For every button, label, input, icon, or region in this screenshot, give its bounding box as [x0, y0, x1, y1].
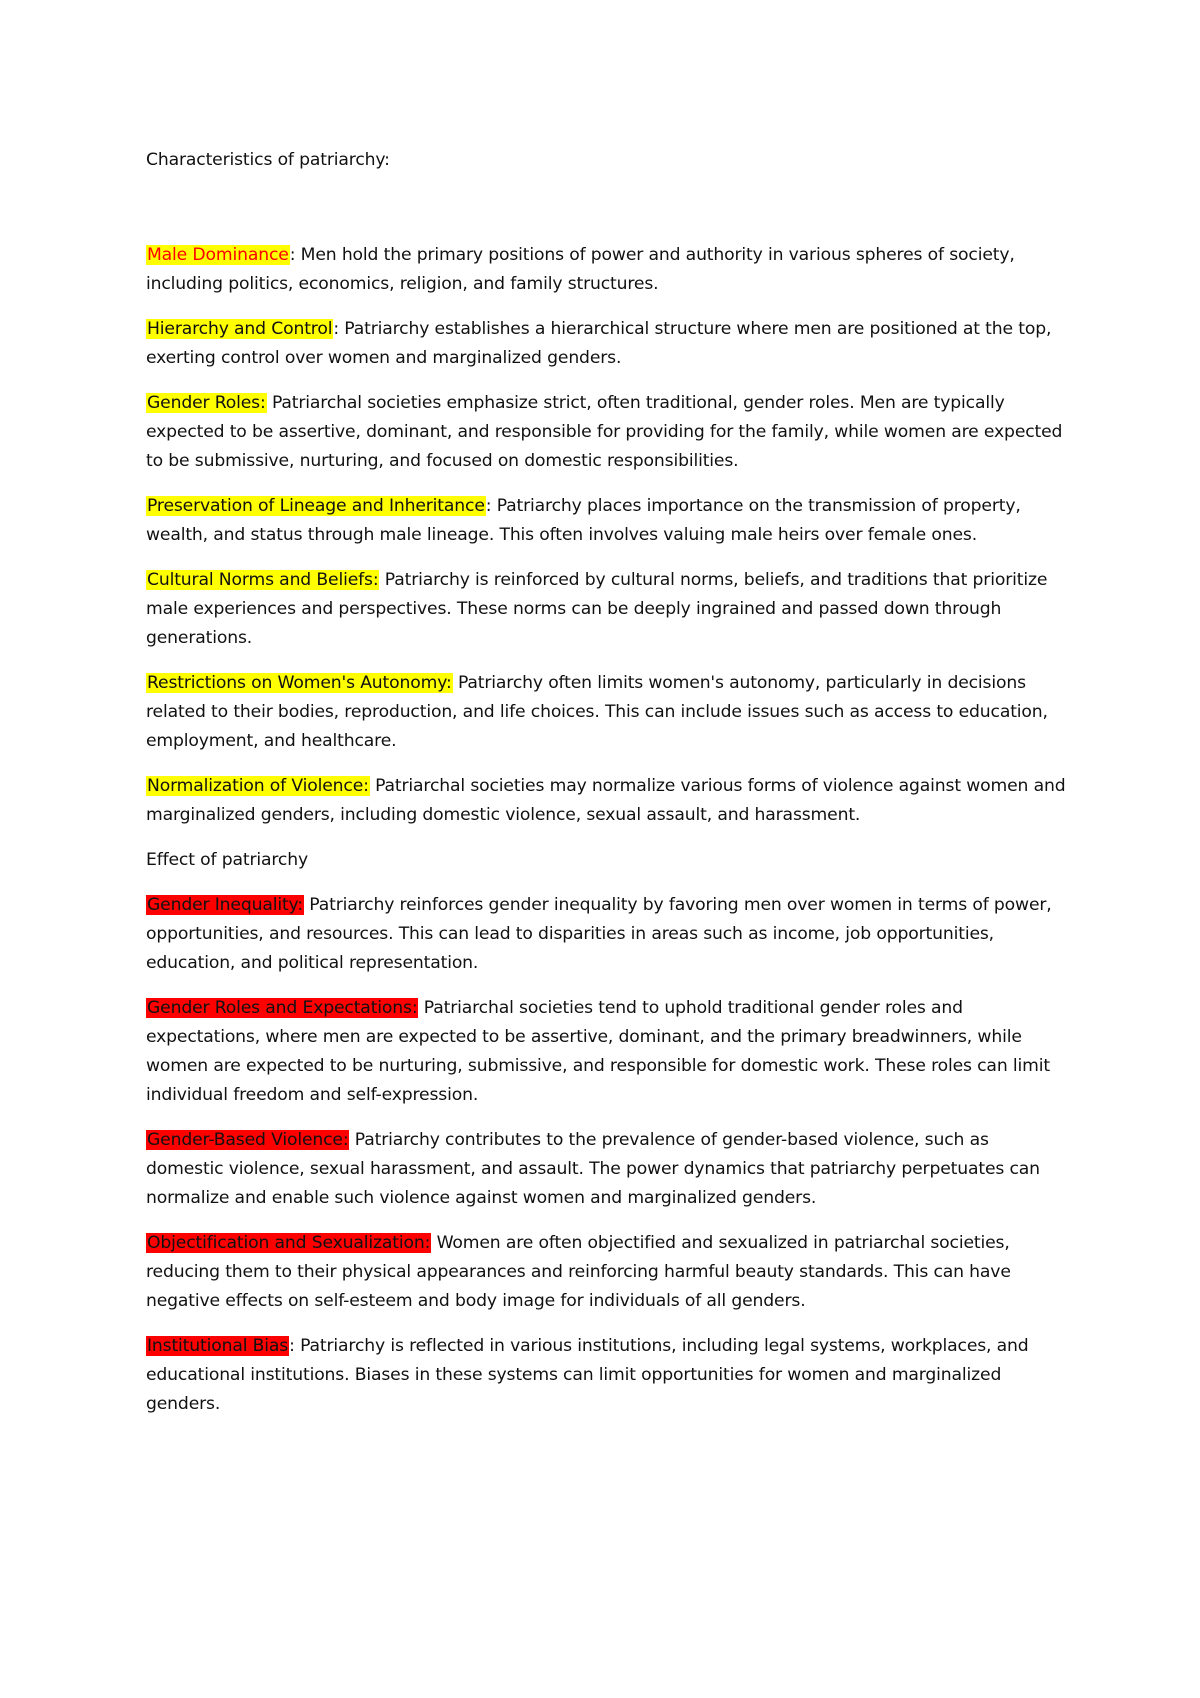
- effect-paragraph: [146, 1126, 1066, 1213]
- term-separator: :: [289, 1336, 295, 1356]
- paragraph-text: Patriarchy places importance on the transmission of property, wealth, and status through male lineage. This often involves valuing male heirs over female ones.: [146, 496, 1021, 545]
- characteristic-paragraph: [146, 315, 1066, 373]
- term-highlight: Normalization of Violence:: [147, 776, 369, 796]
- term-separator: :: [289, 245, 296, 265]
- effect-paragraph: [146, 1229, 1066, 1316]
- term-highlight: Restrictions on Women's Autonomy:: [147, 673, 452, 693]
- characteristic-paragraph: [146, 389, 1066, 476]
- paragraph-text: Patriarchal societies tend to uphold traditional gender roles and expectations, where men are expected to be assertive, dominant, and the primary breadwinners, while women are expected to be nurturing, submissive, and responsible for domestic work. These roles can limit individual freedom and self-expression.: [146, 998, 1050, 1105]
- characteristic-paragraph: [146, 566, 1066, 653]
- term-separator: :: [485, 496, 492, 516]
- term-highlight: Preservation of Lineage and Inheritance: [147, 496, 485, 516]
- effect-paragraph: [146, 994, 1066, 1110]
- effects-heading: Effect of patriarchy: [146, 850, 308, 870]
- characteristics-heading: Characteristics of patriarchy:: [146, 150, 390, 170]
- paragraph-text: Patriarchy establishes a hierarchical structure where men are positioned at the top, exerting control over women and marginalized genders.: [146, 319, 1052, 368]
- term-highlight: Gender-Based Violence:: [147, 1130, 349, 1150]
- term-highlight: Male Dominance: [147, 245, 289, 265]
- paragraph-text: Patriarchy is reflected in various institutions, including legal systems, workplaces, and educational institutions. Biases in these systems can limit opportunities for women and marginalized genders.: [146, 1336, 1029, 1414]
- term-highlight: Gender Roles:: [147, 393, 266, 413]
- paragraph-text: Patriarchy often limits women's autonomy, particularly in decisions related to their bodies, reproduction, and life choices. This can include issues such as access to education, employment, and healthcare.: [146, 673, 1048, 751]
- paragraph-text: Men hold the primary positions of power and authority in various spheres of society, including politics, economics, religion, and family structures.: [146, 245, 1015, 294]
- paragraph-text: Patriarchal societies emphasize strict, often traditional, gender roles. Men are typically expected to be assertive, dominant, and responsible for providing for the family, while women are expected to be submissive, nurturing, and focused on domestic responsibilities.: [146, 393, 1063, 471]
- term-highlight: Objectification and Sexualization:: [147, 1233, 431, 1253]
- document-body: [146, 146, 1066, 1435]
- paragraph-text: Patriarchy reinforces gender inequality by favoring men over women in terms of power, opportunities, and resources. This can lead to disparities in areas such as income, job opportunities, education, and political representation.: [146, 895, 1052, 973]
- term-highlight: Gender Inequality:: [147, 895, 303, 915]
- paragraph-text: Patriarchy contributes to the prevalence of gender-based violence, such as domestic violence, sexual harassment, and assault. The power dynamics that patriarchy perpetuates can normalize and enable such violence against women and marginalized genders.: [146, 1130, 1040, 1208]
- term-highlight: Cultural Norms and Beliefs:: [147, 570, 379, 590]
- characteristic-paragraph: [146, 241, 1066, 299]
- paragraph-text: Women are often objectified and sexualized in patriarchal societies, reducing them to their physical appearances and reinforcing harmful beauty standards. This can have negative effects on self-esteem and body image for individuals of all genders.: [146, 1233, 1011, 1311]
- term-highlight: Hierarchy and Control: [147, 319, 333, 339]
- term-highlight: Institutional Bias: [147, 1336, 289, 1356]
- term-highlight: Gender Roles and Expectations:: [147, 998, 418, 1018]
- term-separator: :: [333, 319, 339, 339]
- effect-paragraph: [146, 1332, 1066, 1419]
- paragraph-text: Patriarchy is reinforced by cultural norms, beliefs, and traditions that prioritize male experiences and perspectives. These norms can be deeply ingrained and passed down through generations.: [146, 570, 1048, 648]
- paragraph-text: Patriarchal societies may normalize various forms of violence against women and marginalized genders, including domestic violence, sexual assault, and harassment.: [146, 776, 1066, 825]
- effect-paragraph: [146, 891, 1066, 978]
- characteristic-paragraph: [146, 669, 1066, 756]
- characteristic-paragraph: [146, 772, 1066, 830]
- characteristic-paragraph: [146, 492, 1066, 550]
